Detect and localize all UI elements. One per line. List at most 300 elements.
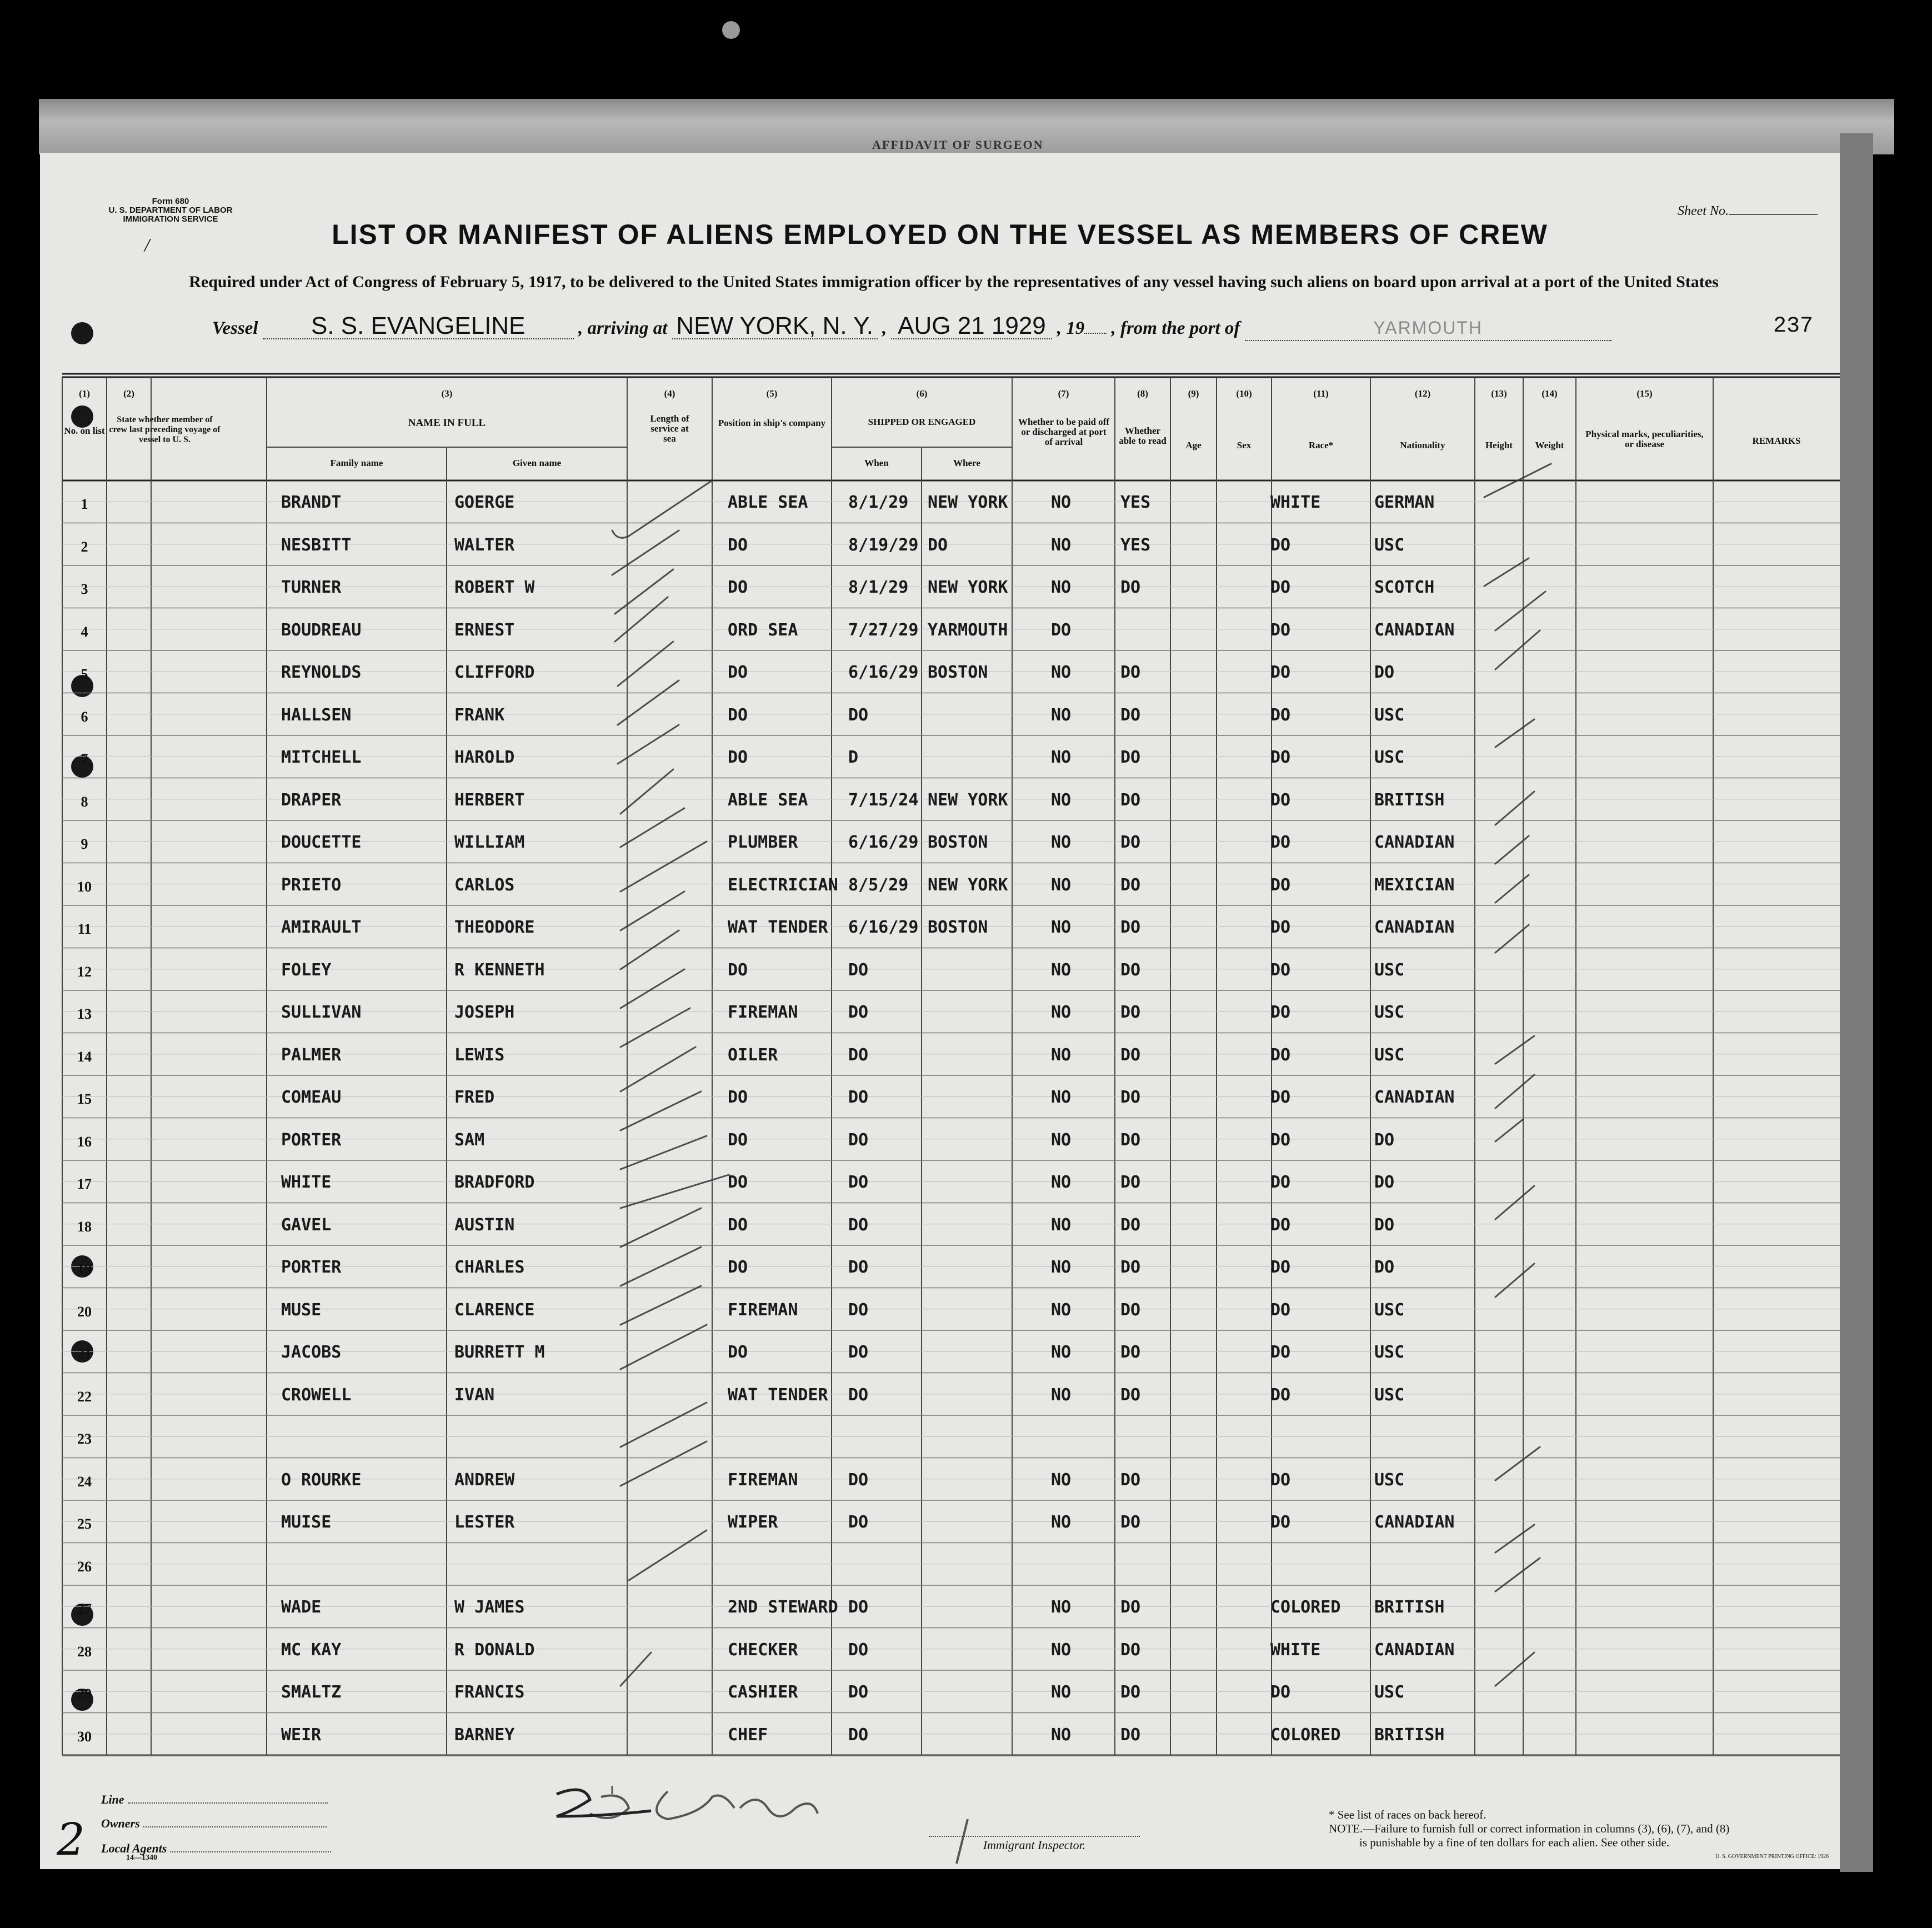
shipped-when: DO	[848, 1258, 869, 1277]
nationality: CANADIAN	[1374, 918, 1455, 937]
position: OILER	[728, 1045, 778, 1065]
race: DO	[1270, 960, 1291, 980]
vessel-name: S. S. EVANGELINE	[263, 314, 574, 339]
position: DO	[728, 1258, 748, 1277]
col-4-header: Length of service at sea	[650, 413, 689, 444]
arriving-label: , arriving at	[578, 318, 668, 338]
race: DO	[1270, 1045, 1291, 1065]
able-to-read: YES	[1120, 535, 1151, 555]
able-to-read: DO	[1120, 960, 1141, 980]
nationality: CANADIAN	[1374, 1088, 1455, 1107]
from-port-label: , from the port of	[1111, 318, 1240, 338]
shipped-when: 7/27/29	[848, 620, 919, 640]
race: DO	[1270, 1385, 1291, 1405]
col-15-number: (15)	[1636, 388, 1653, 399]
row-number: 29	[77, 1686, 92, 1702]
able-to-read: DO	[1120, 1215, 1141, 1235]
row-number: 16	[77, 1133, 92, 1150]
race: DO	[1270, 1258, 1291, 1277]
shipped-where: NEW YORK	[928, 790, 1008, 810]
nationality: DO	[1374, 1130, 1395, 1150]
year-label: , 19	[1057, 318, 1085, 338]
race: DO	[1270, 1003, 1291, 1022]
family-name: PALMER	[281, 1045, 342, 1065]
paid-off: NO	[1051, 535, 1072, 555]
able-to-read: DO	[1120, 705, 1141, 725]
shipped-when: DO	[848, 1173, 869, 1192]
col-2-header: State whether member of crew last preceding voyage of vessel to U. S.	[109, 415, 221, 444]
position: ABLE SEA	[728, 493, 808, 512]
position: WIPER	[728, 1513, 778, 1532]
race: DO	[1270, 1470, 1291, 1490]
vessel-header-line: Vessel S. S. EVANGELINE , arriving at NEW YORK, N. Y. , AUG 21 1929 , 19 , from the port of YARMOUTH	[212, 314, 1611, 341]
row-number: 10	[77, 878, 92, 895]
nationality: MEXICIAN	[1374, 875, 1455, 895]
manifest-sheet	[40, 153, 1840, 1869]
race: DO	[1270, 1343, 1291, 1362]
col-5-header: Position in ship's company	[718, 418, 826, 428]
col-13-header: Height	[1485, 440, 1513, 450]
able-to-read: DO	[1120, 578, 1141, 597]
col-12-number: (12)	[1414, 388, 1431, 399]
nationality: USC	[1374, 535, 1405, 555]
position: DO	[728, 748, 748, 767]
nationality: BRITISH	[1374, 1598, 1445, 1617]
shipped-when: D	[848, 748, 859, 767]
family-name: GAVEL	[281, 1215, 332, 1235]
family-name: PORTER	[281, 1258, 342, 1277]
col-3b-header: Given name	[512, 458, 562, 468]
owners-field	[101, 1816, 327, 1831]
owners-label: Owners	[101, 1816, 140, 1830]
attached-affidavit-strip	[39, 99, 1894, 154]
col-15-header: Physical marks, peculiarities, or disease	[1585, 429, 1704, 449]
nationality: CANADIAN	[1374, 1640, 1455, 1660]
form-code: 14—1340	[126, 1854, 157, 1862]
shipped-when: 7/15/24	[848, 790, 919, 810]
position: DO	[728, 960, 748, 980]
col-6a-header: When	[864, 458, 889, 468]
paid-off: NO	[1051, 1173, 1072, 1192]
race: COLORED	[1270, 1598, 1341, 1617]
col-9-header: Age	[1185, 440, 1202, 450]
given-name: LEWIS	[454, 1045, 505, 1065]
shipped-when: DO	[848, 1385, 869, 1405]
row-number: 23	[77, 1431, 92, 1447]
shipped-when: DO	[848, 1598, 869, 1617]
shipped-where: DO	[928, 535, 948, 555]
position: CHECKER	[728, 1640, 798, 1660]
col-10-header: Sex	[1237, 440, 1252, 450]
able-to-read: DO	[1120, 1173, 1141, 1192]
nationality: DO	[1374, 1215, 1395, 1235]
family-name: WHITE	[281, 1173, 332, 1192]
col-12-header: Nationality	[1400, 440, 1445, 450]
note-races: * See list of races on back hereof.	[1329, 1808, 1486, 1821]
race: DO	[1270, 1088, 1291, 1107]
given-name: IVAN	[454, 1385, 495, 1405]
nationality: GERMAN	[1374, 493, 1435, 512]
able-to-read: DO	[1120, 1385, 1141, 1405]
able-to-read: DO	[1120, 1470, 1141, 1490]
position: ELECTRICIAN	[728, 875, 838, 895]
row-number: 4	[81, 623, 88, 640]
paid-off: NO	[1051, 960, 1072, 980]
family-name: JACOBS	[281, 1343, 342, 1362]
race: DO	[1270, 875, 1291, 895]
row-number: 12	[77, 963, 92, 980]
position: CHEF	[728, 1725, 768, 1745]
family-name: MUSE	[281, 1300, 322, 1320]
nationality: USC	[1374, 1300, 1405, 1320]
family-name: O ROURKE	[281, 1470, 362, 1490]
given-name: ERNEST	[454, 620, 515, 640]
col-8-number: (8)	[1137, 388, 1148, 399]
col-11-header: Race*	[1308, 440, 1334, 450]
row-number: 27	[77, 1601, 92, 1617]
given-name: AUSTIN	[454, 1215, 515, 1235]
given-name: ANDREW	[454, 1470, 515, 1490]
race: DO	[1270, 535, 1291, 555]
row-number: 6	[81, 708, 88, 725]
col-13-number: (13)	[1491, 388, 1507, 399]
position: FIREMAN	[728, 1003, 798, 1022]
able-to-read: YES	[1120, 493, 1151, 512]
race: DO	[1270, 705, 1291, 725]
given-name: CLARENCE	[454, 1300, 535, 1320]
family-name: WADE	[281, 1598, 322, 1617]
shipped-when: DO	[848, 1682, 869, 1702]
nationality: DO	[1374, 1173, 1395, 1192]
able-to-read: DO	[1120, 1300, 1141, 1320]
family-name: MUISE	[281, 1513, 332, 1532]
family-name: AMIRAULT	[281, 918, 362, 937]
adjacent-page-edge	[1840, 133, 1873, 1872]
given-name: LESTER	[454, 1513, 515, 1532]
able-to-read: DO	[1120, 833, 1141, 852]
col-10-number: (10)	[1236, 388, 1252, 399]
row-number: 5	[81, 666, 88, 682]
row-number: 19	[77, 1261, 92, 1277]
inspector-label: Immigrant Inspector.	[929, 1836, 1140, 1852]
race: DO	[1270, 620, 1291, 640]
row-number: 17	[77, 1176, 92, 1192]
shipped-when: DO	[848, 1045, 869, 1065]
paid-off: NO	[1051, 578, 1072, 597]
handwritten-dash	[551, 1783, 662, 1827]
race: DO	[1270, 1300, 1291, 1320]
shipped-when: DO	[848, 705, 869, 725]
paid-off: NO	[1051, 833, 1072, 852]
given-name: CLIFFORD	[454, 663, 535, 682]
footnotes	[1329, 1808, 1829, 1864]
position: FIREMAN	[728, 1470, 798, 1490]
paid-off: NO	[1051, 705, 1072, 725]
given-name: WALTER	[454, 535, 515, 555]
paid-off: NO	[1051, 1385, 1072, 1405]
col-3a-header: Family name	[330, 458, 383, 468]
row-number: 28	[77, 1643, 92, 1660]
shipped-where: BOSTON	[928, 833, 988, 852]
family-name: COMEAU	[281, 1088, 342, 1107]
given-name: FRANCIS	[454, 1682, 525, 1702]
nationality: USC	[1374, 1003, 1405, 1022]
race: DO	[1270, 748, 1291, 767]
nationality: DO	[1374, 1258, 1395, 1277]
paid-off: NO	[1051, 1300, 1072, 1320]
nationality: USC	[1374, 1045, 1405, 1065]
able-to-read: DO	[1120, 1130, 1141, 1150]
paid-off: NO	[1051, 1470, 1072, 1490]
punch-hole-top	[722, 21, 740, 39]
col-1-number: (1)	[79, 388, 90, 399]
able-to-read: DO	[1120, 875, 1141, 895]
able-to-read: DO	[1120, 1343, 1141, 1362]
row-number: 25	[77, 1516, 92, 1532]
able-to-read: DO	[1120, 748, 1141, 767]
given-name: SAM	[454, 1130, 485, 1150]
able-to-read: DO	[1120, 1598, 1141, 1617]
race: DO	[1270, 1215, 1291, 1235]
shipped-when: DO	[848, 1003, 869, 1022]
paid-off: NO	[1051, 1258, 1072, 1277]
arrival-port: NEW YORK, N. Y.	[672, 314, 878, 339]
shipped-when: 8/1/29	[848, 493, 909, 512]
family-name: MC KAY	[281, 1640, 342, 1660]
position: DO	[728, 1215, 748, 1235]
paid-off: NO	[1051, 1088, 1072, 1107]
race: WHITE	[1270, 493, 1321, 512]
sheet-number-label: Sheet No.	[1678, 204, 1729, 218]
nationality: USC	[1374, 1470, 1405, 1490]
able-to-read: DO	[1120, 663, 1141, 682]
nationality: USC	[1374, 1682, 1405, 1702]
nationality: DO	[1374, 663, 1395, 682]
able-to-read: DO	[1120, 1045, 1141, 1065]
race: DO	[1270, 918, 1291, 937]
family-name: CROWELL	[281, 1385, 352, 1405]
paid-off: NO	[1051, 1343, 1072, 1362]
col-3-number: (3)	[441, 388, 453, 399]
sheet-number: 237	[1773, 314, 1814, 339]
col-4-number: (4)	[664, 388, 675, 399]
col-16-header: REMARKS	[1752, 435, 1801, 446]
race: DO	[1270, 578, 1291, 597]
vessel-label: Vessel	[212, 318, 258, 338]
col-11-number: (11)	[1313, 388, 1329, 399]
family-name: FOLEY	[281, 960, 332, 980]
paid-off: NO	[1051, 1682, 1072, 1702]
paid-off: NO	[1051, 1640, 1072, 1660]
race: COLORED	[1270, 1725, 1341, 1745]
shipped-when: DO	[848, 1300, 869, 1320]
row-number: 21	[77, 1346, 92, 1362]
row-number: 20	[77, 1303, 92, 1320]
paid-off: NO	[1051, 875, 1072, 895]
shipped-where: BOSTON	[928, 663, 988, 682]
able-to-read: DO	[1120, 1088, 1141, 1107]
family-name: PORTER	[281, 1130, 342, 1150]
position: FIREMAN	[728, 1300, 798, 1320]
race: WHITE	[1270, 1640, 1321, 1660]
given-name: CHARLES	[454, 1258, 525, 1277]
shipped-where: YARMOUTH	[928, 620, 1008, 640]
row-number: 11	[77, 921, 92, 937]
nationality: CANADIAN	[1374, 833, 1455, 852]
shipped-where: BOSTON	[928, 918, 988, 937]
form-service: IMMIGRATION SERVICE	[123, 214, 218, 224]
position: DO	[728, 663, 748, 682]
given-name: THEODORE	[454, 918, 535, 937]
position: DO	[728, 705, 748, 725]
nationality: CANADIAN	[1374, 1513, 1455, 1532]
paid-off: NO	[1051, 1513, 1072, 1532]
position: CASHIER	[728, 1682, 798, 1702]
paid-off: NO	[1051, 1045, 1072, 1065]
race: DO	[1270, 1513, 1291, 1532]
paid-off: NO	[1051, 790, 1072, 810]
given-name: CARLOS	[454, 875, 515, 895]
position: WAT TENDER	[728, 918, 828, 937]
shipped-when: DO	[848, 1215, 869, 1235]
nationality: BRITISH	[1374, 790, 1445, 810]
paid-off: NO	[1051, 748, 1072, 767]
given-name: R KENNETH	[454, 960, 545, 980]
race: DO	[1270, 790, 1291, 810]
col-2-number: (2)	[123, 388, 134, 399]
able-to-read: DO	[1120, 1640, 1141, 1660]
shipped-where: NEW YORK	[928, 493, 1008, 512]
family-name: TURNER	[281, 578, 342, 597]
note-penalty-2: is punishable by a fine of ten dollars for each alien. See other side.	[1359, 1836, 1670, 1849]
paid-off: NO	[1051, 663, 1072, 682]
position: DO	[728, 1343, 748, 1362]
col-14-header: Weight	[1535, 440, 1564, 450]
row-number: 24	[77, 1473, 92, 1490]
able-to-read: DO	[1120, 1513, 1141, 1532]
pen-checkmarks	[40, 153, 1840, 1869]
given-name: FRED	[454, 1088, 495, 1107]
paid-off: NO	[1051, 1598, 1072, 1617]
shipped-when: DO	[848, 1725, 869, 1745]
family-name: DRAPER	[281, 790, 342, 810]
document-title: LIST OR MANIFEST OF ALIENS EMPLOYED ON THE VESSEL AS MEMBERS OF CREW	[332, 219, 1548, 250]
col-6-number: (6)	[916, 388, 928, 399]
col-14-number: (14)	[1541, 388, 1558, 399]
given-name: BURRETT M	[454, 1343, 545, 1362]
shipped-when: DO	[848, 1470, 869, 1490]
family-name: REYNOLDS	[281, 663, 362, 682]
row-number: 1	[81, 496, 88, 512]
affidavit-label: AFFIDAVIT OF SURGEON	[872, 138, 1044, 152]
able-to-read: DO	[1120, 1258, 1141, 1277]
given-name: WILLIAM	[454, 833, 525, 852]
col-1-header: No. on list	[64, 425, 105, 436]
paid-off: NO	[1051, 1003, 1072, 1022]
row-number: 8	[81, 793, 88, 810]
family-name: MITCHELL	[281, 748, 362, 767]
shipped-when: DO	[848, 1343, 869, 1362]
row-number: 18	[77, 1218, 92, 1235]
nationality: USC	[1374, 1343, 1405, 1362]
shipped-when: DO	[848, 1130, 869, 1150]
position: PLUMBER	[728, 833, 798, 852]
col-8-header: Whether able to read	[1119, 425, 1167, 446]
row-number: 30	[77, 1728, 92, 1745]
row-number: 7	[81, 751, 88, 767]
race: DO	[1270, 1130, 1291, 1150]
given-name: HAROLD	[454, 748, 515, 767]
given-name: W JAMES	[454, 1598, 525, 1617]
shipped-when: 8/5/29	[848, 875, 909, 895]
agents-label: Local Agents	[101, 1841, 167, 1855]
given-name: BRADFORD	[454, 1173, 535, 1192]
col-6b-header: Where	[953, 458, 980, 468]
family-name: BRANDT	[281, 493, 342, 512]
race: DO	[1270, 1173, 1291, 1192]
row-number: 9	[81, 836, 88, 852]
family-name: WEIR	[281, 1725, 322, 1745]
family-name: SMALTZ	[281, 1682, 342, 1702]
nationality: SCOTCH	[1374, 578, 1435, 597]
arrival-date: AUG 21 1929	[891, 314, 1052, 339]
col-3-header: NAME IN FULL	[408, 417, 486, 429]
position: 2ND STEWARD	[728, 1598, 838, 1617]
family-name: HALLSEN	[281, 705, 352, 725]
printing-office: U. S. GOVERNMENT PRINTING OFFICE: 1926	[1715, 1854, 1829, 1860]
row-number: 22	[77, 1388, 92, 1405]
row-number: 3	[81, 581, 88, 597]
given-name: FRANK	[454, 705, 505, 725]
nationality: USC	[1374, 960, 1405, 980]
col-7-header: Whether to be paid off or discharged at port of arrival	[1018, 417, 1109, 447]
note-penalty-1: NOTE.—Failure to furnish full or correct information in columns (3), (6), (7), and (8)	[1329, 1822, 1730, 1835]
able-to-read: DO	[1120, 790, 1141, 810]
shipped-when: DO	[848, 960, 869, 980]
line-label: Line	[101, 1792, 124, 1806]
handwritten-page-number: 2	[57, 1814, 85, 1865]
position: DO	[728, 578, 748, 597]
row-number: 14	[77, 1048, 92, 1065]
able-to-read: DO	[1120, 918, 1141, 937]
race: DO	[1270, 663, 1291, 682]
able-to-read: DO	[1120, 1725, 1141, 1745]
able-to-read: DO	[1120, 1003, 1141, 1022]
given-name: BARNEY	[454, 1725, 515, 1745]
shipped-when: 8/19/29	[848, 535, 919, 555]
given-name: HERBERT	[454, 790, 525, 810]
position: DO	[728, 535, 748, 555]
family-name: SULLIVAN	[281, 1003, 362, 1022]
race: DO	[1270, 1682, 1291, 1702]
shipped-when: 8/1/29	[848, 578, 909, 597]
line-field	[101, 1792, 328, 1807]
nationality: CANADIAN	[1374, 620, 1455, 640]
family-name: DOUCETTE	[281, 833, 362, 852]
row-number: 15	[77, 1091, 92, 1107]
paid-off: DO	[1051, 620, 1072, 640]
nationality: USC	[1374, 705, 1405, 725]
form-department: U. S. DEPARTMENT OF LABOR	[108, 206, 233, 215]
row-number: 13	[77, 1006, 92, 1022]
nationality: BRITISH	[1374, 1725, 1445, 1745]
shipped-when: DO	[848, 1640, 869, 1660]
able-to-read: DO	[1120, 1682, 1141, 1702]
position: DO	[728, 1088, 748, 1107]
paid-off: NO	[1051, 493, 1072, 512]
position: DO	[728, 1130, 748, 1150]
handwritten-mark: /	[144, 235, 150, 256]
